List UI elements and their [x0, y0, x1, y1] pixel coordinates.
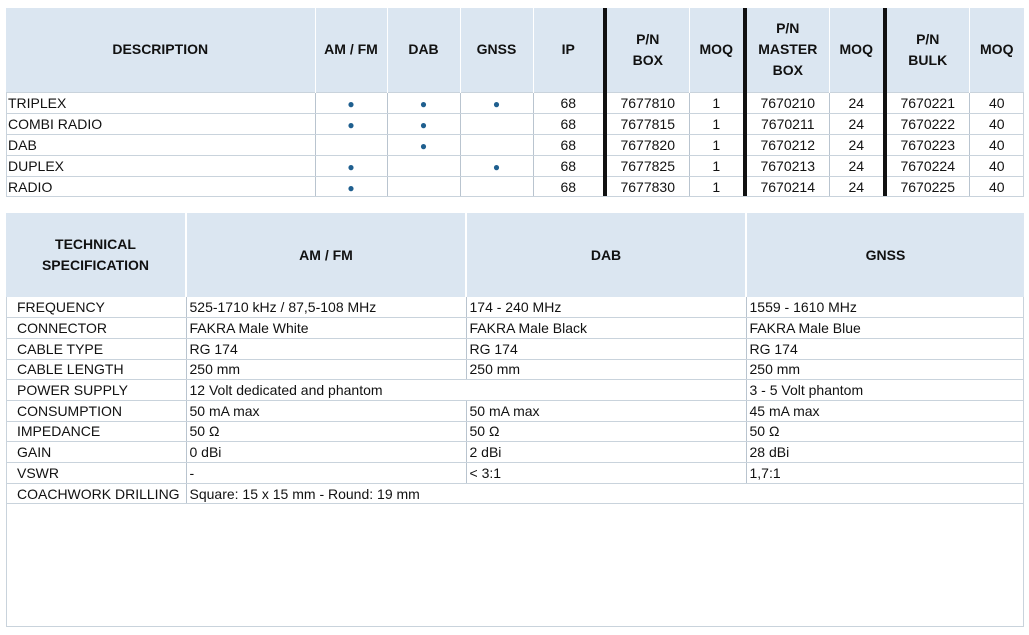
row-dab	[387, 113, 460, 134]
row-gnss	[460, 113, 533, 134]
header-description: DESCRIPTION	[6, 8, 315, 92]
spec-value-gnss: RG 174	[746, 338, 1024, 359]
row-am-fm	[315, 155, 387, 176]
spec-value-dab: 2 dBi	[466, 442, 746, 463]
spec-value-all: Square: 15 x 15 mm - Round: 19 mm	[186, 483, 1024, 504]
header-gnss: GNSS	[460, 8, 533, 92]
row-moq-master: 24	[829, 134, 885, 155]
spec-value-gnss: 28 dBi	[746, 442, 1024, 463]
header-technical-line1: TECHNICAL	[55, 236, 136, 252]
spec-label: CONNECTOR	[6, 318, 186, 339]
spec-row-vswr	[6, 463, 1024, 484]
row-am-fm	[315, 134, 387, 155]
header-pn-master-line2: MASTER	[758, 41, 818, 58]
header-pn-box	[605, 8, 689, 92]
row-moq-bulk: 40	[969, 92, 1024, 113]
row-pn-box: 7677830	[605, 176, 689, 197]
spec-row-connector	[6, 318, 1024, 339]
row-moq-box: 1	[689, 155, 745, 176]
spec-value-gnss: 50 Ω	[746, 421, 1024, 442]
spec-label: POWER SUPPLY	[6, 380, 186, 401]
row-pn-master-box: 7670211	[745, 113, 829, 134]
spec-value-gnss: 45 mA max	[746, 400, 1024, 421]
row-moq-box: 1	[689, 134, 745, 155]
spec-value-am-fm: 525-1710 kHz / 87,5-108 MHz	[186, 297, 466, 318]
spec-label: CABLE LENGTH	[6, 359, 186, 380]
spec-value-am-fm: -	[186, 463, 466, 484]
row-pn-bulk: 7670221	[885, 92, 969, 113]
header-pn-master-line3: BOX	[772, 62, 803, 79]
spec-row-gain	[6, 442, 1024, 463]
table-row	[6, 134, 1024, 155]
spec-value-gnss: 1559 - 1610 MHz	[746, 297, 1024, 318]
dot-icon: ●	[347, 117, 355, 132]
spec-header-am-fm: AM / FM	[186, 213, 466, 297]
section-divider	[6, 196, 1024, 213]
header-pn-box-line2: BOX	[632, 51, 663, 68]
header-pn-bulk-line1: P/N	[916, 30, 940, 47]
row-pn-bulk: 7670223	[885, 134, 969, 155]
header-moq-bulk: MOQ	[969, 8, 1024, 92]
table-row	[6, 176, 1024, 197]
spec-value-gnss: 3 - 5 Volt phantom	[746, 380, 1024, 401]
row-moq-master: 24	[829, 176, 885, 197]
dot-icon: ●	[419, 117, 428, 132]
header-pn-master-box	[745, 8, 829, 92]
row-gnss	[460, 134, 533, 155]
spec-value-am-fm: 250 mm	[186, 359, 466, 380]
row-dab	[387, 134, 460, 155]
spec-table	[6, 213, 1024, 504]
header-ip: IP	[533, 8, 605, 92]
row-pn-master-box: 7670214	[745, 176, 829, 197]
spec-row-cable-length	[6, 359, 1024, 380]
spec-row-coachwork-drilling	[6, 483, 1024, 504]
row-am-fm	[315, 92, 387, 113]
row-am-fm	[315, 113, 387, 134]
spec-label: CABLE TYPE	[6, 338, 186, 359]
header-moq-master: MOQ	[829, 8, 885, 92]
row-dab	[387, 176, 460, 197]
spec-label: VSWR	[6, 463, 186, 484]
dot-icon: ●	[347, 96, 355, 111]
spec-value-dab: 250 mm	[466, 359, 746, 380]
table-row	[6, 92, 1024, 113]
spec-row-cable-type	[6, 338, 1024, 359]
spec-header-dab: DAB	[466, 213, 746, 297]
row-ip: 68	[533, 113, 605, 134]
spec-table-header	[6, 213, 1024, 297]
header-am-fm: AM / FM	[315, 8, 387, 92]
dot-icon: ●	[492, 159, 501, 174]
header-pn-bulk-line2: BULK	[908, 51, 948, 68]
spec-label: GAIN	[6, 442, 186, 463]
row-moq-bulk: 40	[969, 134, 1024, 155]
row-pn-bulk: 7670225	[885, 176, 969, 197]
spec-value-gnss: 250 mm	[746, 359, 1024, 380]
row-description: DAB	[6, 134, 315, 155]
spec-value-dab: FAKRA Male Black	[466, 318, 746, 339]
table-row	[6, 113, 1024, 134]
spec-value-am-fm: FAKRA Male White	[186, 318, 466, 339]
row-description: TRIPLEX	[6, 92, 315, 113]
row-moq-master: 24	[829, 155, 885, 176]
row-ip: 68	[533, 134, 605, 155]
spec-value-dab: RG 174	[466, 338, 746, 359]
spec-value-am-fm: RG 174	[186, 338, 466, 359]
row-dab	[387, 155, 460, 176]
header-pn-master-line1: P/N	[776, 20, 800, 37]
row-moq-master: 24	[829, 92, 885, 113]
row-pn-bulk: 7670222	[885, 113, 969, 134]
spec-value-dab: 50 Ω	[466, 421, 746, 442]
header-moq-box: MOQ	[689, 8, 745, 92]
dot-icon: ●	[347, 159, 355, 174]
row-pn-box: 7677815	[605, 113, 689, 134]
row-pn-master-box: 7670212	[745, 134, 829, 155]
row-gnss	[460, 176, 533, 197]
spec-value-gnss: 1,7:1	[746, 463, 1024, 484]
row-pn-box: 7677820	[605, 134, 689, 155]
row-gnss	[460, 92, 533, 113]
row-pn-master-box: 7670213	[745, 155, 829, 176]
dot-icon: ●	[492, 96, 501, 111]
spec-value-am-fm-dab: 12 Volt dedicated and phantom	[186, 380, 746, 401]
spec-value-dab: 174 - 240 MHz	[466, 297, 746, 318]
row-ip: 68	[533, 155, 605, 176]
spec-value-gnss: FAKRA Male Blue	[746, 318, 1024, 339]
spec-label: COACHWORK DRILLING	[6, 483, 186, 504]
dot-icon: ●	[347, 180, 355, 195]
row-description: DUPLEX	[6, 155, 315, 176]
dot-icon: ●	[419, 96, 428, 111]
header-dab: DAB	[387, 8, 460, 92]
spec-value-am-fm: 0 dBi	[186, 442, 466, 463]
spec-label: FREQUENCY	[6, 297, 186, 318]
row-pn-box: 7677810	[605, 92, 689, 113]
row-gnss	[460, 155, 533, 176]
product-table-header	[6, 8, 1024, 92]
header-pn-box-line1: P/N	[636, 30, 660, 47]
spec-row-consumption	[6, 400, 1024, 421]
spec-label: IMPEDANCE	[6, 421, 186, 442]
row-am-fm	[315, 176, 387, 197]
spec-row-frequency	[6, 297, 1024, 318]
row-pn-bulk: 7670224	[885, 155, 969, 176]
row-ip: 68	[533, 176, 605, 197]
spec-row-impedance	[6, 421, 1024, 442]
header-technical-line2: SPECIFICATION	[41, 257, 150, 273]
row-moq-bulk: 40	[969, 155, 1024, 176]
row-pn-box: 7677825	[605, 155, 689, 176]
spec-row-power-supply	[6, 380, 1024, 401]
row-ip: 68	[533, 92, 605, 113]
table-row	[6, 155, 1024, 176]
row-moq-bulk: 40	[969, 176, 1024, 197]
row-moq-master: 24	[829, 113, 885, 134]
row-description: RADIO	[6, 176, 315, 197]
spec-value-am-fm: 50 Ω	[186, 421, 466, 442]
row-moq-box: 1	[689, 92, 745, 113]
product-table	[6, 8, 1024, 198]
spec-value-dab: < 3:1	[466, 463, 746, 484]
spec-value-am-fm: 50 mA max	[186, 400, 466, 421]
dot-icon: ●	[419, 138, 428, 153]
row-pn-master-box: 7670210	[745, 92, 829, 113]
row-dab	[387, 92, 460, 113]
row-moq-bulk: 40	[969, 113, 1024, 134]
spec-label: CONSUMPTION	[6, 400, 186, 421]
row-moq-box: 1	[689, 176, 745, 197]
row-moq-box: 1	[689, 113, 745, 134]
spec-value-dab: 50 mA max	[466, 400, 746, 421]
spec-header-gnss: GNSS	[746, 213, 1024, 297]
row-description: COMBI RADIO	[6, 113, 315, 134]
header-technical-spec	[6, 213, 186, 297]
header-pn-bulk	[885, 8, 969, 92]
